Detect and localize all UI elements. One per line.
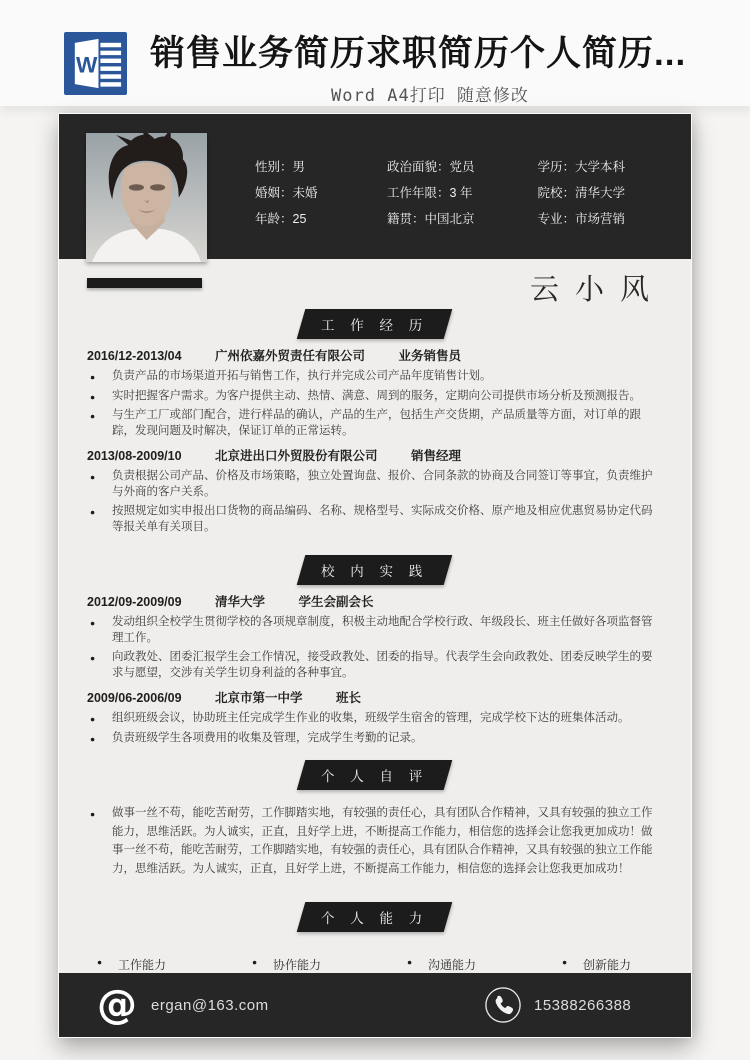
entry-org: 北京进出口外贸股份有限公司 [215, 449, 378, 463]
bullet-item: ● 向政教处、团委汇报学生会工作情况，接受政教处、团委的指导。代表学生会向政教处、团委反映学生的要求与愿望，交涉有关学生切身利益的各种事宜。 [87, 650, 663, 681]
info-hometown: 籍贯：中国北京 [387, 212, 475, 226]
portrait-image [86, 133, 207, 262]
word-icon-letter: W [75, 52, 98, 78]
resume-body [59, 259, 691, 975]
profile-info-grid [255, 154, 675, 232]
profile-band [59, 114, 691, 259]
entry-date: 2013/08-2009/10 [87, 449, 182, 463]
info-school: 院校：清华大学 [537, 186, 625, 200]
bullet-item: ● 按照规定如实申报出口货物的商品编码、名称、规格型号、实际成交价格、原产地及相应优惠贸易协定代码等报关单有关项目。 [87, 504, 663, 535]
contact-footer [59, 973, 691, 1037]
entry-role: 业务销售员 [398, 349, 462, 363]
word-app-icon [64, 32, 127, 95]
skill-item: ● 创新能力 [558, 956, 688, 975]
info-marital: 婚姻：未婚 [255, 186, 318, 200]
phone-icon [484, 986, 522, 1024]
entry-role: 班长 [336, 691, 362, 705]
phone-number-text: 15388266388 [534, 996, 632, 1014]
bullet-item: ● 组织班级会议，协助班主任完成学生作业的收集，班级学生宿舍的管理，完成学校下达的班集体活动。 [87, 711, 663, 727]
decoration-bar [87, 278, 202, 288]
entry-org: 广州依嘉外贸责任有限公司 [215, 349, 366, 363]
bullet-item: ● 实时把握客户需求。为客户提供主动、热情、满意、周到的服务，定期向公司提供市场分析及预测报告。 [87, 389, 663, 405]
bullet-item: ● 发动组织全校学生贯彻学校的各项规章制度，积极主动地配合学校行政、年级段长、班主任做好各项监督管理工作。 [87, 615, 663, 646]
entry-role: 学生会副会长 [298, 595, 374, 609]
info-degree: 学历：大学本科 [537, 160, 625, 174]
campus-entry [87, 690, 663, 746]
bullet-item: ● 负责根据公司产品、价格及市场策略，独立处置询盘、报价、合同条款的协商及合同签订等事宜，负责维护与外商的客户关系。 [87, 469, 663, 500]
email-at-icon: @ [97, 982, 137, 1028]
campus-entry [87, 594, 663, 681]
product-title: 销售业务简历求职简历个人简历... [150, 34, 687, 73]
entry-org: 北京市第一中学 [215, 691, 303, 705]
skill-item: ● 协作能力 [248, 956, 378, 975]
entry-role: 销售经理 [411, 449, 462, 463]
person-name: 云小风 [529, 274, 665, 306]
email-text: ergan@163.com [151, 996, 269, 1014]
info-major: 专业：市场营销 [537, 212, 625, 226]
section-badge-personal-ability: 个 人 能 力 [297, 902, 453, 932]
info-age: 年龄：25 [255, 212, 307, 226]
product-header [0, 0, 750, 106]
product-subtitle: Word A4打印 随意修改 [331, 86, 529, 106]
entry-date: 2012/09-2009/09 [87, 595, 182, 609]
self-evaluation-text: ● 做事一丝不苟，能吃苦耐劳，工作脚踏实地，有较强的责任心，具有团队合作精神，又具有较强的独立工作能力，思维活跃。为人诚实，正直，且好学上进，不断提高工作能力，相信您的选择会让您我更加成功！做事一丝不苟，能吃苦耐劳，工作脚踏实地，有较强的责任心，具有团队合作精神，又具有较强的独立工作能力，思维活跃。为人诚实，正直，且好学上进，不断提高工作能力，相信您的选择会让您我更加成功！ [87, 804, 663, 878]
entry-date: 2016/12-2013/04 [87, 349, 182, 363]
skill-item: ● 工作能力 [93, 956, 223, 975]
bullet-item: ● 负责产品的市场渠道开拓与销售工作，执行并完成公司产品年度销售计划。 [87, 369, 663, 385]
bullet-item: ● 负责班级学生各项费用的收集及管理，完成学生考勤的记录。 [87, 731, 663, 747]
profile-photo [86, 133, 207, 262]
info-work-years: 工作年限：3 年 [387, 186, 473, 200]
resume-page [58, 113, 692, 1038]
entry-org: 清华大学 [215, 595, 266, 609]
section-badge-self-evaluation: 个 人 自 评 [297, 760, 453, 790]
work-entry [87, 348, 663, 439]
section-badge-work-experience: 工 作 经 历 [297, 309, 453, 339]
section-badge-campus-practice: 校 内 实 践 [297, 555, 453, 585]
entry-date: 2009/06-2006/09 [87, 691, 182, 705]
bullet-item: ● 与生产工厂或部门配合，进行样品的确认，产品的生产，包括生产交货期，产品质量等方面，对订单的跟踪，发现问题及时解决，保证订单的正常运转。 [87, 408, 663, 439]
info-gender: 性别：男 [255, 160, 306, 174]
work-entry [87, 448, 663, 535]
skill-item: ● 沟通能力 [403, 956, 533, 975]
info-political: 政治面貌：党员 [387, 160, 475, 174]
